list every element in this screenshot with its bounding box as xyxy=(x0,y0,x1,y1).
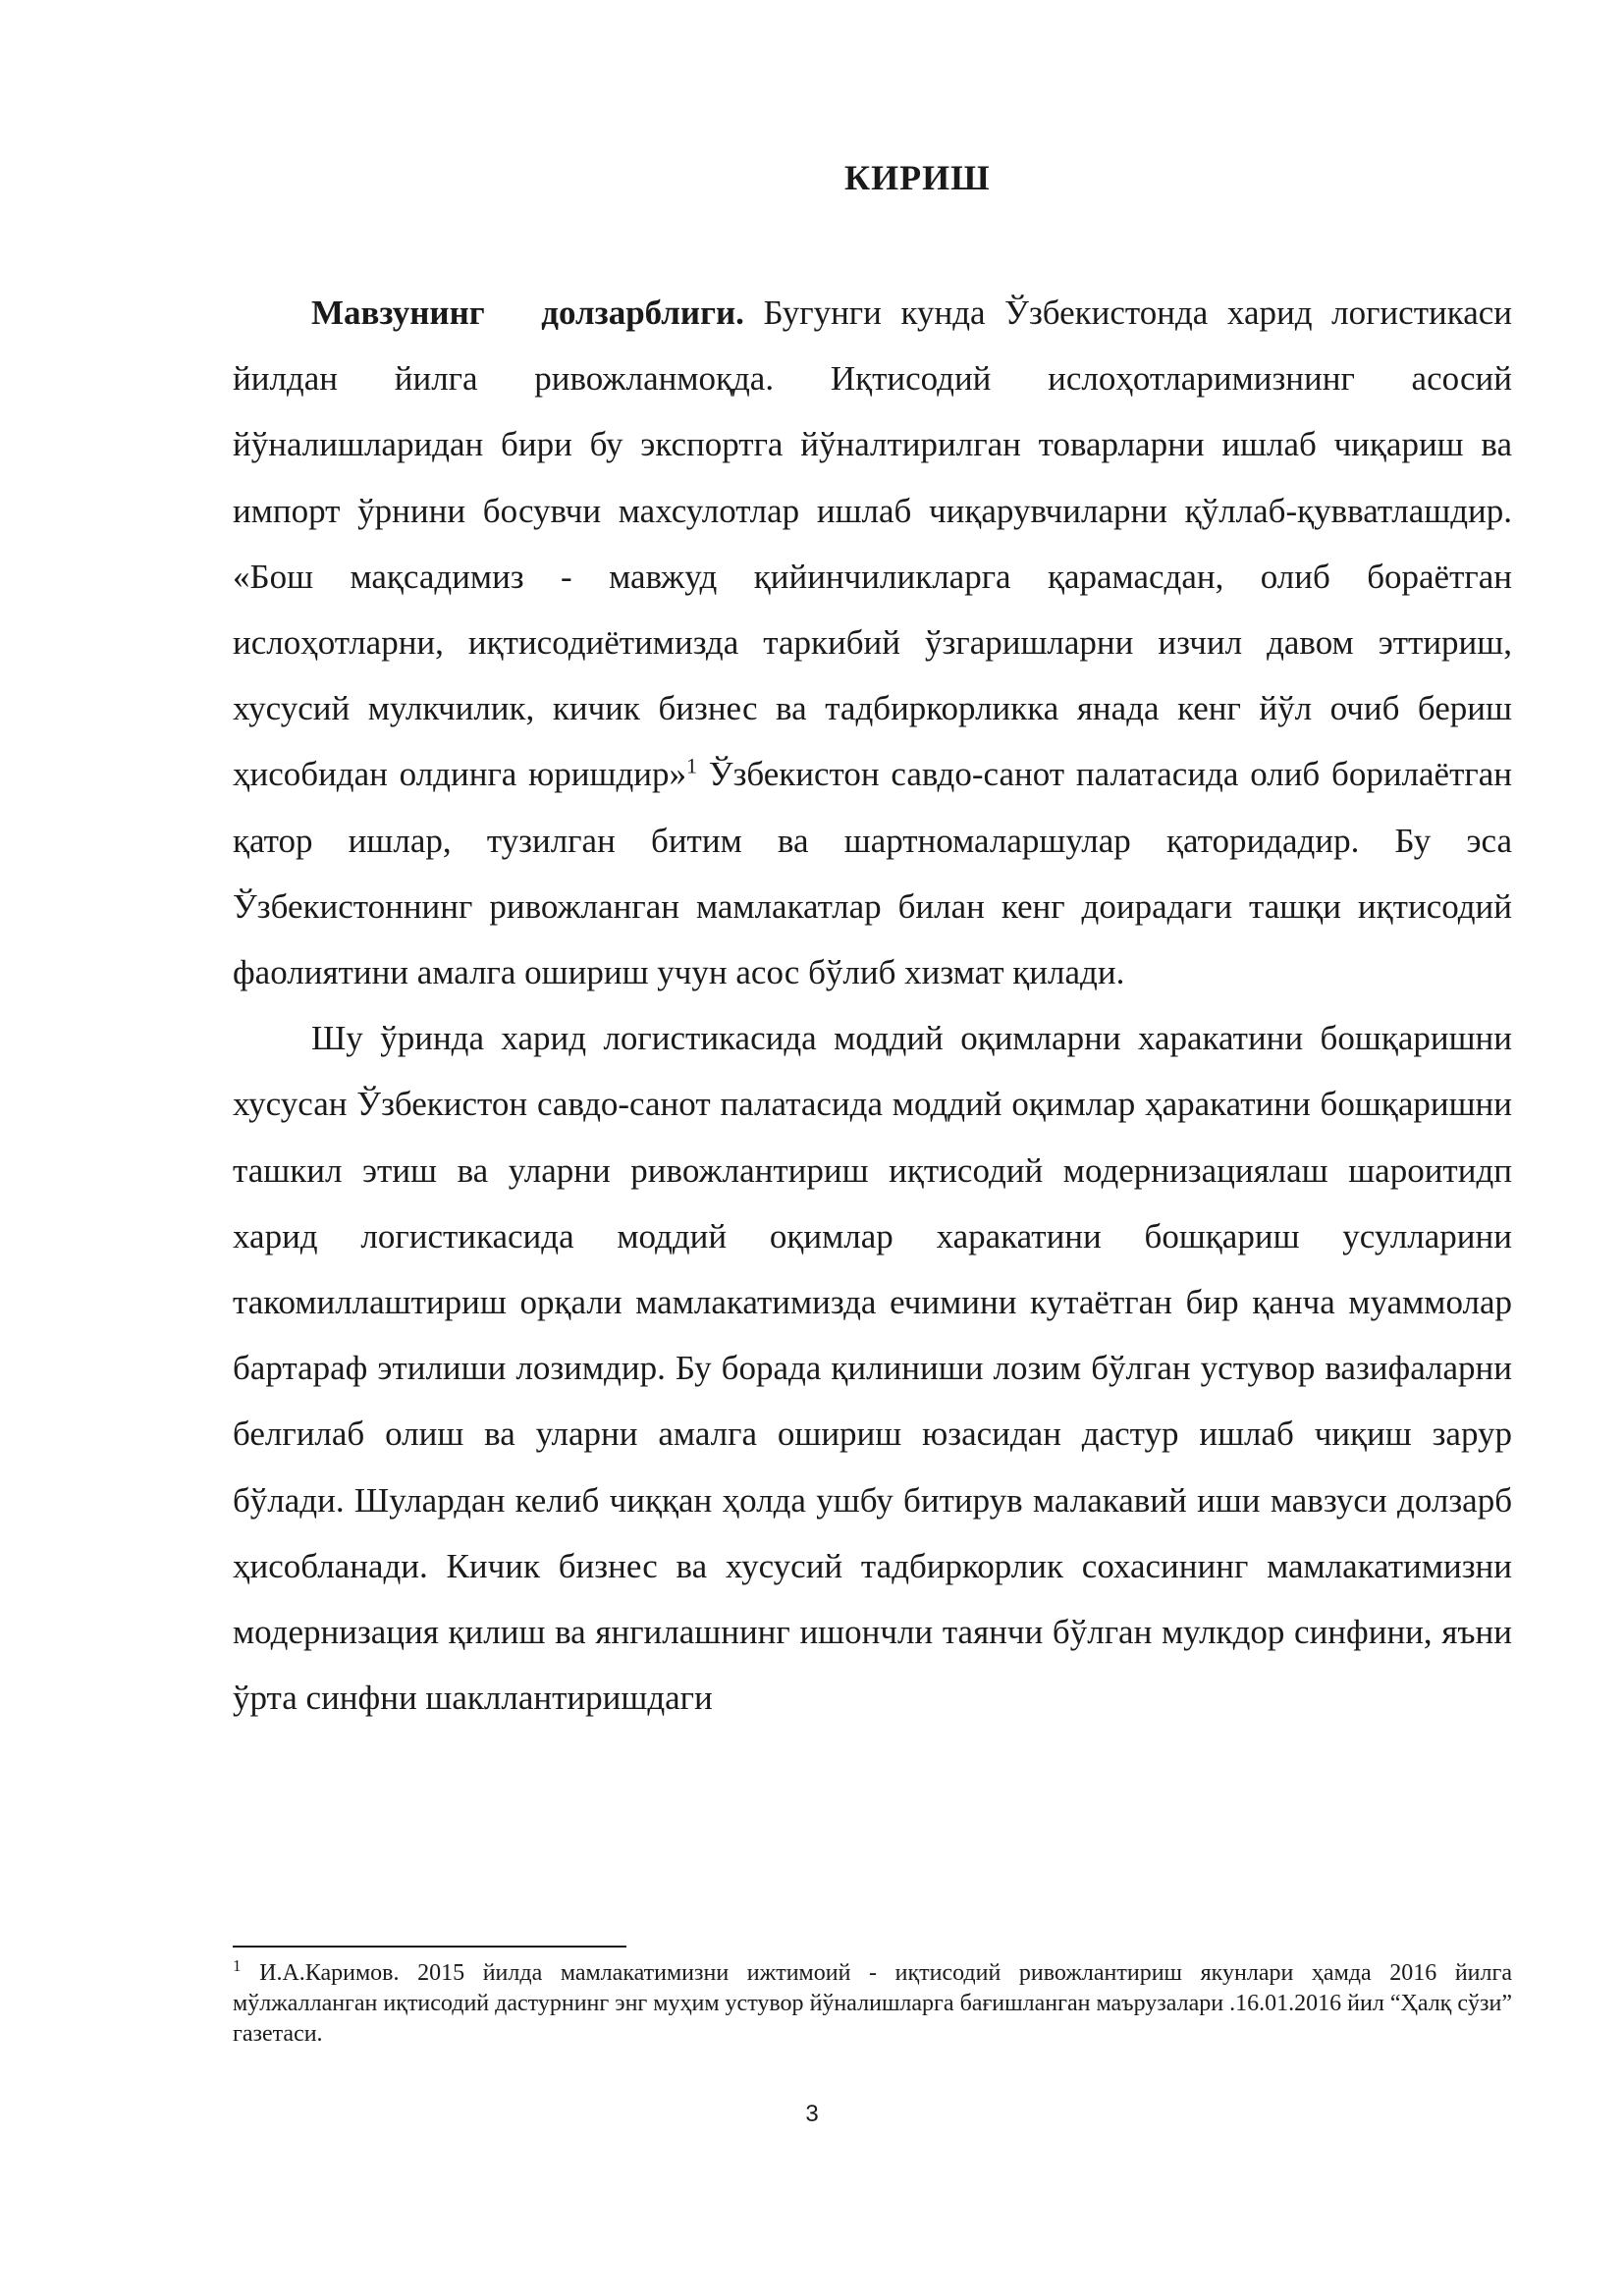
page-title: КИРИШ xyxy=(844,158,991,197)
page-number: 3 xyxy=(805,2101,819,2127)
footnote-separator xyxy=(233,1946,626,1948)
footnote-marker: 1 xyxy=(233,1956,242,1975)
body-text xyxy=(233,280,1512,1731)
paragraph-relevance xyxy=(233,280,1512,1005)
footnote-text: И.А.Каримов. 2015 йилда мамлакатимизни ижтимоий - иқтисодий ривожлантириш якунлари ҳамда 2016 йилга мўлжалланган иқтисодий дастурнинг энг муҳим устувор йўналишларга бағишланган маърузалари .16.01.2016 йил “Ҳалқ сўзи” газетаси. xyxy=(233,1960,1512,2047)
paragraph-lead: Мавзунинг долзарблиги. xyxy=(311,294,744,332)
footnote xyxy=(233,1958,1512,2050)
paragraph-tail: Ўзбекистон савдо-санот палатасида олиб борилаётган қатор ишлар, тузилган битим ва шартномаларшулар қаторидадир. Бу эса Ўзбекистоннинг ривожланган мамлакатлар билан кенг доирадаги ташқи иқтисодий фаолиятини амалга ошириш учун асос бўлиб хизмат қилади. xyxy=(233,755,1513,992)
paragraph-logistics: Шу ўринда харид логистикасида моддий оқимларни харакатини бошқаришни хусусан Ўзбекистон савдо-санот палатасида моддий оқимлар ҳаракатини бошқаришни ташкил этиш ва уларни ривожлантириш иқтисодий модернизациялаш шароитидп харид логистикасида моддий оқимлар харакатини бошқариш усулларини такомиллаштириш орқали мамлакатимизда ечимини кутаётган бир қанча муаммолар бартараф этилиши лозимдир. Бу борада қилиниши лозим бўлган устувор вазифаларни белгилаб олиш ва уларни амалга ошириш юзасидан дастур ишлаб чиқиш зарур бўлади. Шулардан келиб чиққан ҳолда ушбу битирув малакавий иши мавзуси долзарб ҳисобланади. Кичик бизнес ва хусусий тадбиркорлик сохасининг мамлакатимизни модернизация қилиш ва янгилашнинг ишончли таянчи бўлган мулкдор синфини, яъни ўрта синфни шакллантиришдаги xyxy=(233,1019,1512,1718)
paragraph-text: Бугунги кунда Ўзбекистонда харид логистикаси йилдан йилга ривожланмоқда. Иқтисодий ислоҳотларимизнинг асосий йўналишларидан бири бу экспортга йўналтирилган товарларни ишлаб чиқариш ва импорт ўрнини босувчи махсулотлар ишлаб чиқарувчиларни қўллаб-қувватлашдир. «Бош мақсадимиз - мавжуд қийинчиликларга қарамасдан, олиб бораётган ислоҳотларни, иқтисодиётимизда таркибий ўзгаришларни изчил давом эттириш, хусусий мулкчилик, кичик бизнес ва тадбиркорликка янада кенг йўл очиб бериш ҳисобидан олдинга юришдир» xyxy=(233,294,1513,794)
footnote-reference[interactable]: 1 xyxy=(686,753,697,778)
